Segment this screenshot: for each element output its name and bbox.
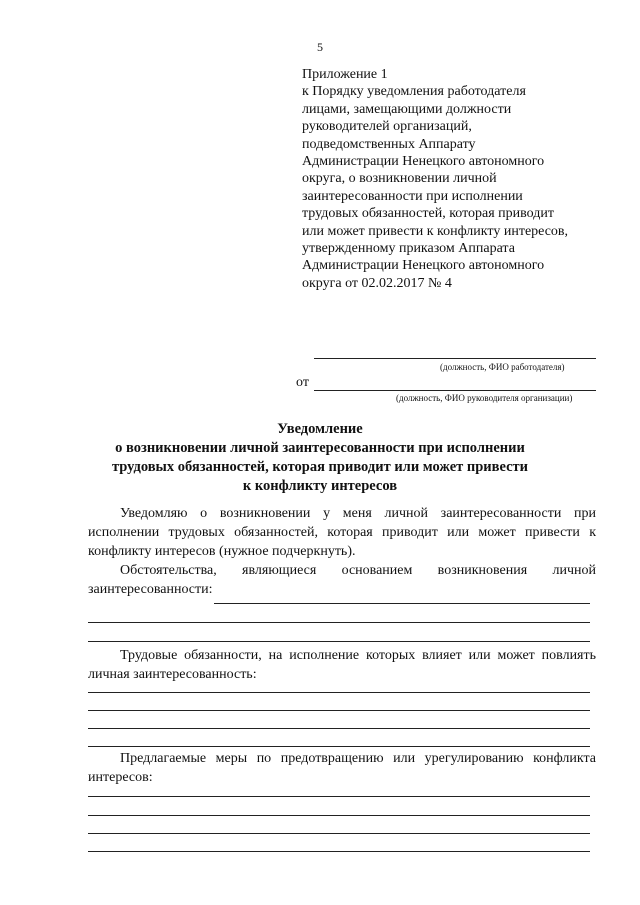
measures-fill-line[interactable] bbox=[88, 851, 590, 852]
appendix-line: округа, о возникновении личной bbox=[302, 171, 497, 187]
circumstances-paragraph bbox=[88, 561, 596, 599]
appendix-line: Администрации Ненецкого автономного bbox=[302, 258, 545, 274]
duties-fill-line[interactable] bbox=[88, 728, 590, 729]
employer-fill-line[interactable] bbox=[314, 358, 596, 359]
appendix-line: лицами, замещающими должности bbox=[302, 101, 512, 117]
intro-paragraph bbox=[88, 504, 596, 561]
head-fill-line[interactable] bbox=[314, 390, 596, 391]
notice-title bbox=[60, 420, 580, 496]
circumstances-text: Обстоятельства, являющиеся основанием возникновения личной заинтересованности: bbox=[88, 563, 596, 597]
intro-text: Уведомляю о возникновении у меня личной заинтересованности при исполнении трудовых обязанностей, которая приводит или может привести к конфликту интересов (нужное подчеркнуть). bbox=[88, 506, 596, 559]
circumstances-fill-line[interactable] bbox=[214, 603, 590, 604]
measures-fill-line[interactable] bbox=[88, 796, 590, 797]
appendix-line: утвержденному приказом Аппарата bbox=[302, 241, 515, 257]
appendix-line: заинтересованности при исполнении bbox=[302, 188, 523, 204]
appendix-block bbox=[302, 66, 612, 292]
circumstances-fill-line[interactable] bbox=[88, 641, 590, 642]
measures-fill-line[interactable] bbox=[88, 815, 590, 816]
employer-caption: (должность, ФИО работодателя) bbox=[440, 362, 565, 372]
appendix-line: округа от 02.02.2017 № 4 bbox=[302, 275, 452, 291]
appendix-line: или может привести к конфликту интересов, bbox=[302, 223, 569, 239]
duties-fill-line[interactable] bbox=[88, 710, 590, 711]
measures-paragraph bbox=[88, 749, 596, 787]
title-line: Уведомление bbox=[277, 421, 363, 437]
appendix-line: к Порядку уведомления работодателя bbox=[302, 84, 526, 100]
duties-fill-line[interactable] bbox=[88, 746, 590, 747]
measures-fill-line[interactable] bbox=[88, 833, 590, 834]
circumstances-fill-line[interactable] bbox=[88, 622, 590, 623]
appendix-line: Администрации Ненецкого автономного bbox=[302, 154, 545, 170]
appendix-line: подведомственных Аппарату bbox=[302, 136, 476, 152]
title-line: трудовых обязанностей, которая приводит или может привести bbox=[111, 459, 529, 475]
title-line: о возникновении личной заинтересованности при исполнении bbox=[115, 440, 525, 456]
appendix-line: трудовых обязанностей, которая приводит bbox=[302, 206, 555, 222]
appendix-line: Приложение 1 bbox=[302, 67, 388, 82]
duties-fill-line[interactable] bbox=[88, 692, 590, 693]
page-number: 5 bbox=[317, 40, 323, 54]
duties-paragraph bbox=[88, 646, 596, 684]
measures-text: Предлагаемые меры по предотвращению или урегулированию конфликта интересов: bbox=[88, 751, 596, 785]
duties-text: Трудовые обязанности, на исполнение которых влияет или может повлиять личная заинтересованность: bbox=[88, 648, 596, 682]
appendix-line: руководителей организаций, bbox=[302, 119, 472, 135]
head-caption: (должность, ФИО руководителя организации) bbox=[396, 393, 573, 403]
from-label: от bbox=[296, 375, 309, 390]
title-line: к конфликту интересов bbox=[242, 478, 398, 494]
